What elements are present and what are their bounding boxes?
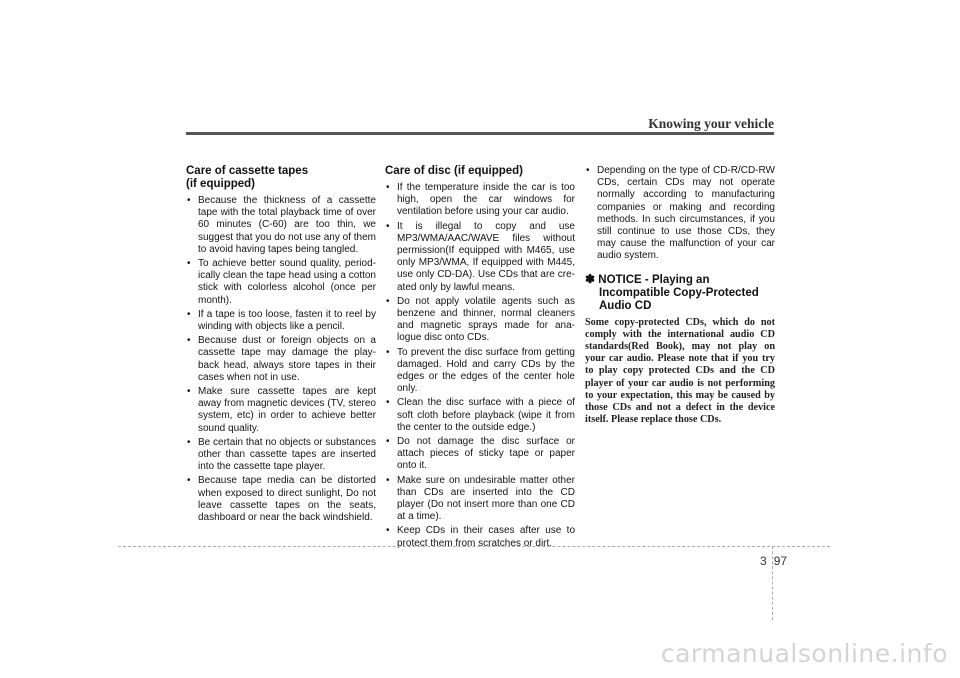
header-rule [186, 132, 774, 135]
page-number [760, 554, 787, 568]
disc-care-heading: Care of disc (if equipped) [385, 165, 524, 177]
list-item: • Be certain that no objects or substances other than cassette tapes are inserted into the cassette tape player. [186, 437, 376, 474]
list-item: • To achieve better sound quality, periodically clean the tape head using a cotton stick with colorless alcohol (once per month). [186, 258, 376, 307]
list-item: • Do not apply volatile agents such as benzene and thinner, normal cleaners and magnetic sprays made for analogue disc onto CDs. [385, 296, 575, 345]
notice-body: Some copy-protected CDs, which do not comply with the international audio CD standards(Red Book), may not play on your car audio. Please note that if you try to play copy protected CDs and the CD player of your car audio is not performing to your expectation, this may be caused by those CDs and not a defect in the device itself. Please replace those CDs. [585, 316, 775, 426]
list-item: • Because tape media can be distorted when exposed to direct sunlight, Do not leave cassette tapes on the seats, dashboard or near the back windshield. [186, 475, 376, 524]
list-item: • Clean the disc surface with a piece of soft cloth before playback (wipe it from the center to the outside edge.) [385, 397, 575, 434]
cassette-care-column [186, 165, 376, 526]
list-item: • Because dust or foreign objects on a cassette tape may damage the playback head, always store tapes in their cases when not in use. [186, 335, 376, 384]
list-item: • If the temperature inside the car is too high, open the car windows for ventilation before using your car audio. [385, 182, 575, 219]
header-title: Knowing your vehicle [648, 116, 774, 131]
list-item: • Make sure cassette tapes are kept away from magnetic devices (TV, stereo system, etc) in order to achieve better sound quality. [186, 386, 376, 435]
cassette-care-list [186, 195, 376, 524]
chapter-number: 3 [760, 554, 767, 568]
page-number-value: 97 [773, 554, 788, 568]
list-item: • Keep CDs in their cases after use to protect them from scratches or dirt. [385, 525, 575, 549]
cd-type-list [585, 165, 775, 263]
list-item: • Make sure on undesirable matter other than CDs are inserted into the CD player (Do not insert more than one CD at a time). [385, 475, 575, 524]
list-item: • It is illegal to copy and use MP3/WMA/AAC/WAVE files without permission(If equipped with M465, use only MP3/WMA, If equipped with M445, use only CD-DA). Use CDs that are created only by lawful means. [385, 221, 575, 294]
notice-label: NOTICE - [598, 273, 649, 286]
list-item: • To prevent the disc surface from getting damaged. Hold and carry CDs by the edges or the edges of the center hole only. [385, 347, 575, 396]
disc-care-column [385, 165, 575, 552]
watermark: carmanualsonline.info [660, 639, 948, 668]
cassette-care-heading: Care of cassette tapes (if equipped) [186, 165, 309, 190]
notice-heading: Playing an Incompatible Copy-Protected Audio CD [599, 273, 759, 312]
disc-care-list [385, 182, 575, 550]
notice-title [585, 273, 775, 313]
notice-asterisk-icon: ✽ [585, 271, 596, 286]
notice-column [585, 165, 775, 426]
list-item: • Depending on the type of CD-R/CD-RW CDs, certain CDs may not operate normally according to manufacturing companies or making and recording methods. In such circumstances, if you still continue to use those CDs, they may cause the malfunction of your car audio system. [585, 165, 775, 263]
list-item: • If a tape is too loose, fasten it to reel by winding with objects like a pencil. [186, 309, 376, 333]
footer-rule [118, 546, 830, 547]
list-item: • Because the thickness of a cassette tape with the total playback time of over 60 minutes (C-60) are too thin, we suggest that you do not use any of them to avoid having tapes being tangled. [186, 195, 376, 256]
list-item: • Do not damage the disc surface or attach pieces of sticky tape or paper onto it. [385, 436, 575, 473]
